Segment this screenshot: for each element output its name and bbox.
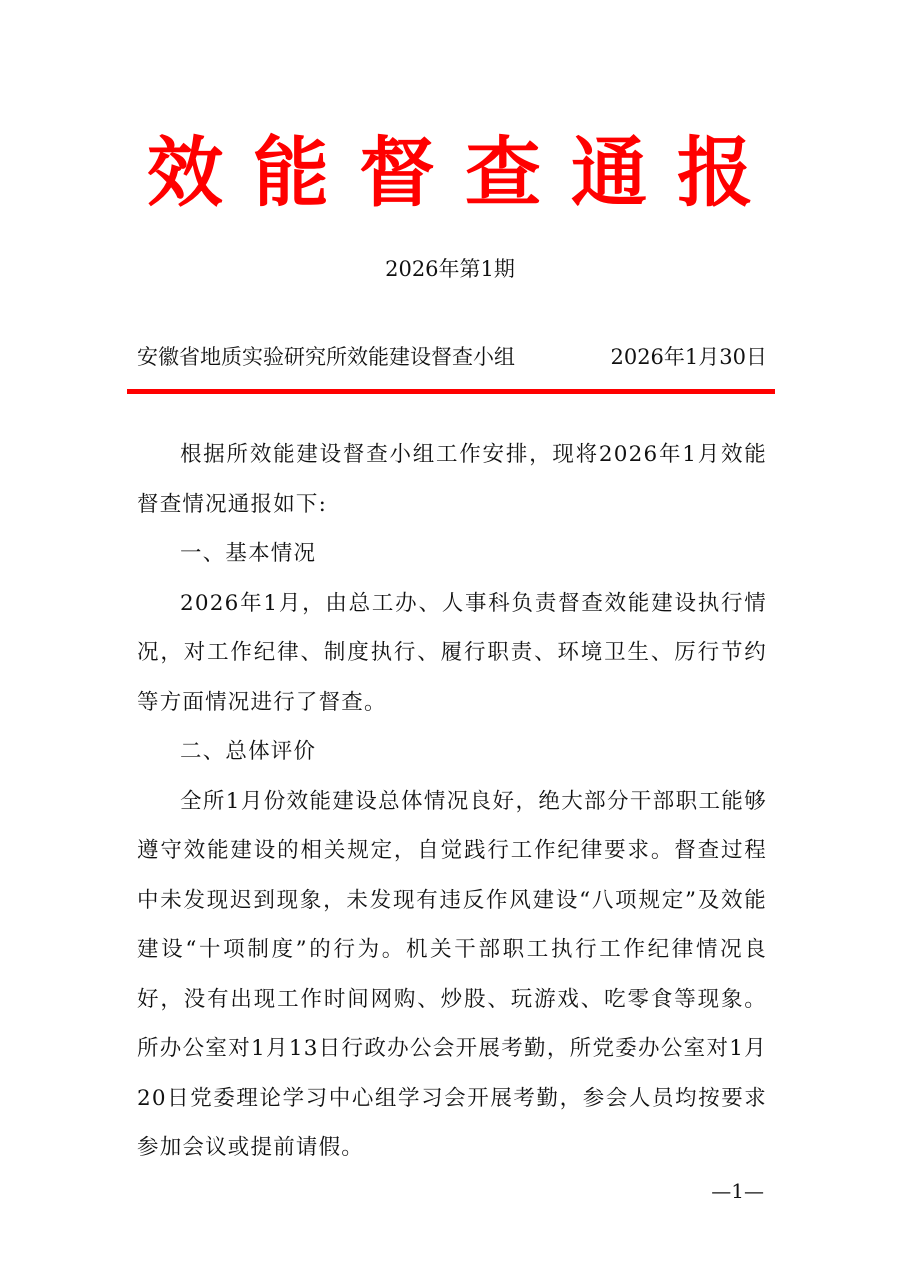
masthead-title: 效能督查通报 xyxy=(147,128,783,217)
section-heading-overall-evaluation: 二、总体评价 xyxy=(180,739,317,764)
section-paragraph: 2026年1月，由总工办、人事科负责督查效能建设执行情况，对工作纪律、制度执行、履行职责、环境卫生、厉行节约等方面情况进行了督查。 xyxy=(137,590,767,715)
intro-paragraph: 根据所效能建设督查小组工作安排，现将2026年1月效能督查情况通报如下: xyxy=(137,442,767,517)
document-body xyxy=(137,430,767,1173)
issue-number: 2026年第1期 xyxy=(385,257,515,281)
issuer-name: 安徽省地质实验研究所效能建设督查小组 xyxy=(137,345,515,369)
red-divider-rule xyxy=(127,389,775,394)
issuer-line xyxy=(137,342,767,372)
section-paragraph: 全所1月份效能建设总体情况良好，绝大部分干部职工能够遵守效能建设的相关规定，自觉践行工作纪律要求。督查过程中未发现迟到现象，未发现有违反作风建设“八项规定”及效能建设“十项制度”的行为。机关干部职工执行工作纪律情况良好，没有出现工作时间网购、炒股、玩游戏、吃零食等现象。所办公室对1月13日行政办公会开展考勤，所党委办公室对1月20日党委理论学习中心组学习会开展考勤，参会人员均按要求参加会议或提前请假。 xyxy=(137,788,767,1160)
section-heading-basic-situation: 一、基本情况 xyxy=(180,541,317,566)
page-number: —1— xyxy=(711,1179,764,1203)
issue-date: 2026年1月30日 xyxy=(610,345,767,369)
